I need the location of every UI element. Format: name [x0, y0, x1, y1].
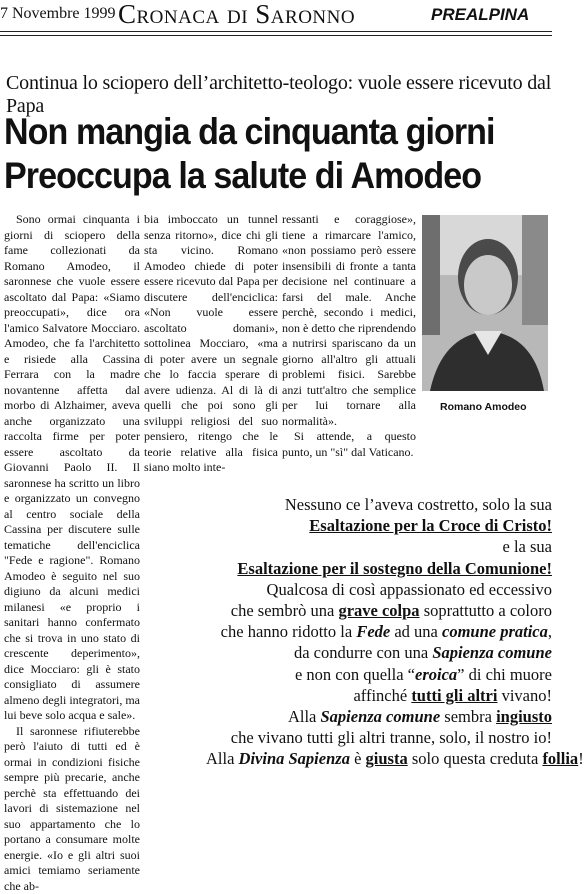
quote-text: Alla	[206, 749, 239, 768]
quote-emphasis: Divina Sapienza	[239, 749, 350, 768]
portrait-illustration	[422, 215, 548, 391]
quote-emphasis: tutti gli altri	[411, 686, 497, 705]
quote-line	[206, 621, 552, 642]
quote-line	[206, 748, 552, 769]
quote-line	[206, 642, 552, 663]
quote-emphasis: comune pratica	[442, 622, 548, 641]
paragraph: Si attende, a questo punto, un "sì" dal Vaticano.	[282, 429, 416, 460]
quote-emphasis: eroica	[415, 665, 457, 684]
quote-line: Qualcosa di così appassionato ed eccessivo	[206, 579, 552, 600]
quote-line	[206, 706, 552, 727]
quote-text: che hanno ridotto la	[221, 622, 357, 641]
quote-emphasis: grave colpa	[338, 601, 419, 620]
quote-text: e non con quella “	[295, 665, 415, 684]
quote-emphasis: Sapienza comune	[432, 643, 552, 662]
brand-name: PREALPINA	[431, 5, 529, 25]
quote-emphasis: giusta	[366, 749, 408, 768]
photo-caption: Romano Amodeo	[440, 401, 527, 413]
article-column-3	[282, 212, 416, 460]
quote-line	[206, 600, 552, 621]
article-kicker: Continua lo sciopero dell’architetto-teologo: vuole essere ricevuto dal Papa	[6, 72, 552, 118]
quote-line: che vivano tutti gli altri tranne, solo, il nostro io!	[206, 727, 552, 748]
quote-text: vivano!	[497, 686, 552, 705]
quote-text: sembra	[440, 707, 496, 726]
quote-text: solo questa creduta	[408, 749, 543, 768]
paragraph: bia imboccato un tunnel senza ritorno», dice chi gli sta vicino. Romano Amodeo chiede di poter essere ricevuto dal Papa per discutere dell'enciclica: «Non vuole essere ascoltato domani», sottolinea Mocciaro, «ma di poter avere un segnale che lo faccia sperare di avere udienza. Al di là di quelli che poi sono gli sviluppi religiosi del suo pensiero, ritengo che le teorie relative alla fisica siano molto inte-	[144, 212, 278, 476]
quote-box	[206, 494, 552, 770]
quote-line: e la sua	[206, 536, 552, 557]
quote-line	[206, 685, 552, 706]
quote-text: !	[578, 749, 584, 768]
quote-line-emphasis: Esaltazione per il sostegno della Comunione!	[206, 558, 552, 579]
portrait-photo	[422, 215, 548, 391]
paragraph: ressanti e coraggiose», tiene a rimarcare l'amico, «non possiamo però essere insensibili di fronte a tanta decisione nel continuare a farsi del male. Anche perchè, secondo i medici, non è detto che riprendendo a nutrirsi spariscano da un giorno all'altro gli attuali problemi fisici. Sarebbe anzi tutt'altro che semplice per lui tornare alla normalità».	[282, 212, 416, 429]
header-rule-thin	[0, 35, 552, 36]
issue-date: 7 Novembre 1999	[0, 5, 116, 23]
paragraph: Sono ormai cinquanta i giorni di sciopero della fame collezionati da Romano Amodeo, il saronnese che vuole essere ascoltato dal Papa: «Siamo preoccupati», dice ora l'amico Salvatore Mocciaro. Amodeo, che fa l'architetto e risiede alla Cassina Ferrara con la madre novantenne affetta dal morbo di Alzhaimer, aveva anche organizzato una raccolta firme per poter essere ascoltato da Giovanni Paolo II. Il saronnese ha scritto un libro e organizzato un convegno al centro sociale della Cassina per discutere sulle tematiche dell'enciclica "Fede e ragione". Romano Amodeo è seguito nel suo digiuno da alcuni medici milanesi «e proprio i sanitari hanno confermato che si trova in uno stato di crescente deperimento», dice Mocciaro: gli è stato consigliato di assumere almeno degli integratori, ma lui beve solo acqua e sale».	[4, 212, 140, 724]
quote-text: Alla	[288, 707, 321, 726]
quote-line-emphasis: Esaltazione per la Croce di Cristo!	[206, 515, 552, 536]
quote-text: soprattutto a coloro	[420, 601, 552, 620]
quote-text: ,	[548, 622, 552, 641]
header-rule	[0, 31, 552, 32]
quote-text: ” di chi muore	[457, 665, 552, 684]
quote-text: affinché	[353, 686, 411, 705]
headline-line-1: Non mangia da cinquanta giorni	[4, 110, 508, 154]
quote-text: ad una	[390, 622, 442, 641]
quote-emphasis: Fede	[356, 622, 390, 641]
masthead: Cronaca di Saronno	[118, 0, 355, 30]
quote-emphasis: follia	[542, 749, 578, 768]
quote-text: è	[350, 749, 366, 768]
quote-line: Nessuno ce l’aveva costretto, solo la sua	[206, 494, 552, 515]
quote-emphasis: ingiusto	[496, 707, 552, 726]
quote-emphasis: Sapienza comune	[321, 707, 441, 726]
quote-text: da condurre con una	[294, 643, 432, 662]
newspaper-header	[0, 0, 552, 30]
article-column-2	[144, 212, 278, 476]
article-headline	[4, 110, 508, 198]
quote-text: che sembrò una	[231, 601, 339, 620]
article-column-1	[4, 212, 140, 894]
headline-line-2: Preoccupa la salute di Amodeo	[4, 154, 508, 198]
quote-line	[206, 664, 552, 685]
paragraph: Il saronnese rifiuterebbe però l'aiuto di tutti ed è ormai in condizioni fisiche sempre più precarie, anche perchè sta effettuando dei lavori di sistemazione nel suo appartamento che lo portano a consumare molte energie. «Io e gli altri suoi amici temiamo seriamente che ab-	[4, 724, 140, 894]
